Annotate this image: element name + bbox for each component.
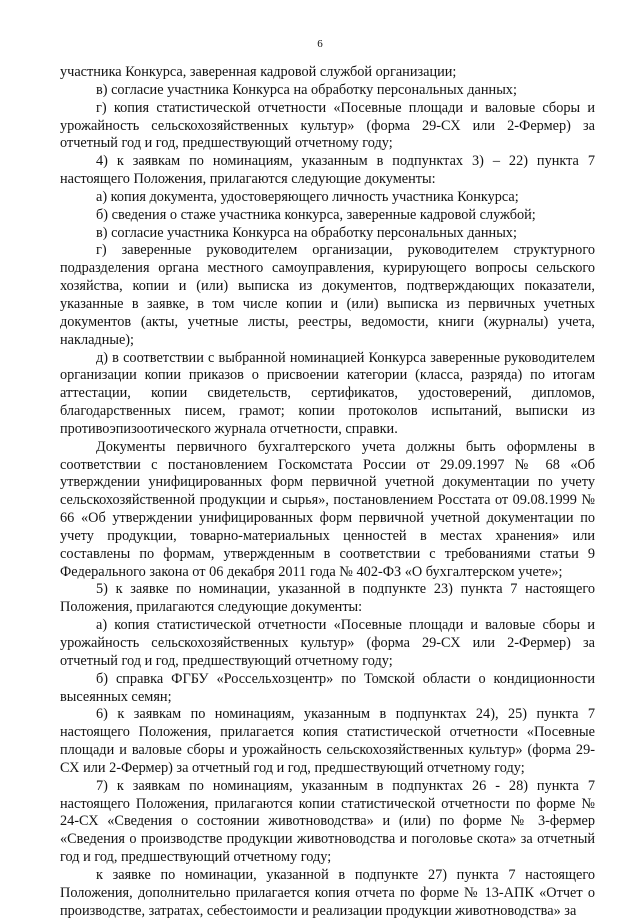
- paragraph: г) заверенные руководителем организации, руководителем структурного подразделения органа местного самоуправления, курирующего вопросы сельского хозяйства, копии и (или) выписка из документов, подтверждающих показатели, указанные в заявке, в том числе копии и (или) выписка из первичных учетных документов (акты, учетные листы, реестры, ведомости, книги (журналы) учета, накладные);: [60, 242, 595, 348]
- paragraph: б) сведения о стаже участника конкурса, заверенные кадровой службой;: [96, 206, 536, 223]
- paragraph: в) согласие участника Конкурса на обработку персональных данных;: [96, 81, 517, 98]
- paragraph: 6) к заявкам по номинациям, указанным в подпунктах 24), 25) пункта 7 настоящего Положения, прилагается копия статистической отчетности «Посевные площади и валовые сборы и урожайность сельскохозяйственных культур» (форма 29-СХ или 2-Фермер) за отчетный год и год, предшествующий отчетному году;: [60, 706, 595, 776]
- page-number: 6: [317, 38, 323, 50]
- paragraph: 4) к заявкам по номинациям, указанным в подпунктах 3) – 22) пункта 7 настоящего Положения, прилагаются следующие документы:: [60, 153, 595, 188]
- paragraph: участника Конкурса, заверенная кадровой службой организации;: [60, 64, 457, 80]
- paragraph: Документы первичного бухгалтерского учета должны быть оформлены в соответствии с постановлением Госкомстата России от 29.09.1997 № 68 «Об утверждении унифицированных форм первичной учетной документации по учету сельскохозяйственной продукции и сырья», постановлением Росстата от 09.08.1999 № 66 «Об утверждении унифицированных форм первичной учетной документации по учету продукции, товарно-материальных ценностей в местах хранения» или составлены по формам, утвержденным в соответствии с требованиями статьи 9 Федерального закона от 06 декабря 2011 года № 402-ФЗ «О бухгалтерском учете»;: [60, 438, 595, 580]
- paragraph: 5) к заявке по номинации, указанной в подпункте 23) пункта 7 настоящего Положения, прилагаются следующие документы:: [60, 581, 595, 616]
- paragraph: к заявке по номинации, указанной в подпункте 27) пункта 7 настоящего Положения, дополнительно прилагается копия отчета по форме № 13-АПК «Отчет о производстве, затратах, себестоимости и реализации продукции животноводства» за: [60, 866, 595, 919]
- paragraph: г) копия статистической отчетности «Посевные площади и валовые сборы и урожайность сельскохозяйственных культур» (форма 29-СХ или 2-Фермер) за отчетный год и год, предшествующий отчетному году;: [60, 99, 595, 152]
- paragraph: 7) к заявкам по номинациям, указанным в подпунктах 26 - 28) пункта 7 настоящего Положения, прилагаются копии статистической отчетности по форме № 24-СХ «Сведения о состоянии животноводства» и (или) по форме № 3-фермер «Сведения о производстве продукции животноводства и поголовье скота» за отчетный год и год, предшествующий отчетному году;: [60, 777, 595, 866]
- document-body: [60, 64, 595, 921]
- paragraph: а) копия статистической отчетности «Посевные площади и валовые сборы и урожайность сельскохозяйственных культур» (форма 29-СХ или 2-Фермер) за отчетный год и год, предшествующий отчетному году;: [60, 617, 595, 669]
- paragraph: а) копия документа, удостоверяющего личность участника Конкурса;: [96, 188, 519, 205]
- paragraph: в) согласие участника Конкурса на обработку персональных данных;: [96, 224, 517, 241]
- paragraph: б) справка ФГБУ «Россельхозцентр» по Томской области о кондиционности высеянных семян;: [60, 670, 595, 705]
- paragraph: д) в соответствии с выбранной номинацией Конкурса заверенные руководителем организации копии приказов о присвоении категории (класса, разряда) по итогам аттестации, копии свидетельств, сертификатов, удостоверений, дипломов, благодарственных писем, грамот; копии протоколов испытаний, выписки из противоэпизоотического журнала отчетности, справки.: [60, 349, 595, 437]
